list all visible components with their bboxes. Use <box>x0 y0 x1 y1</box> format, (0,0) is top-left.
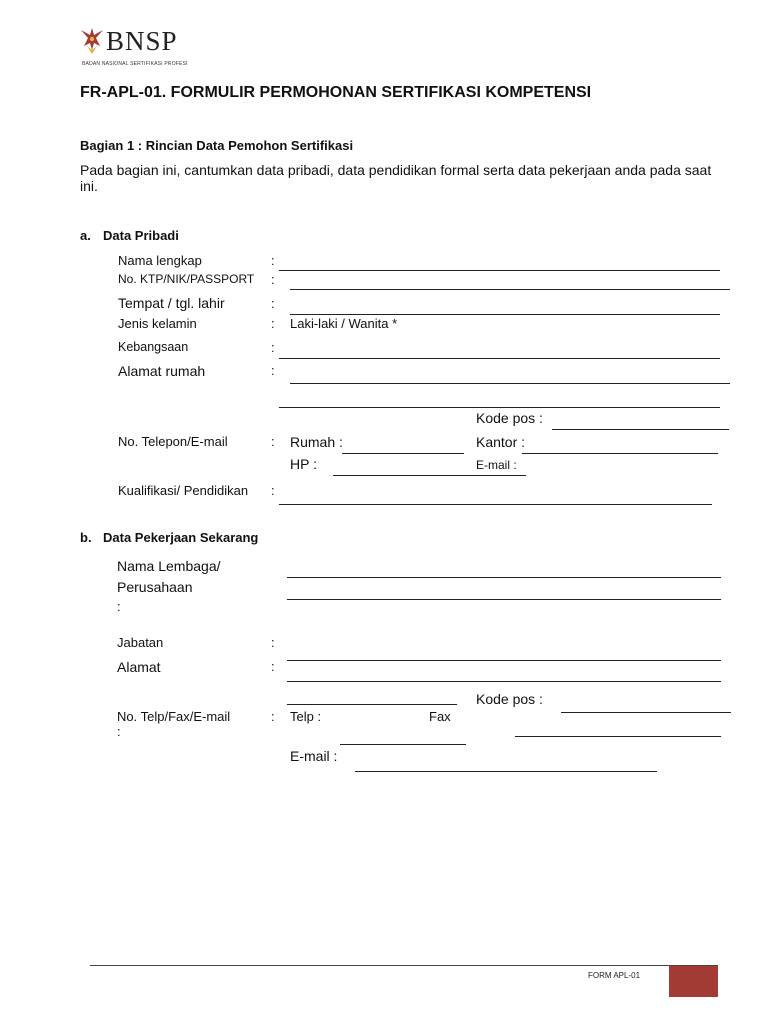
colon: : <box>271 659 275 674</box>
label-company-line2: Perusahaan <box>117 579 193 595</box>
label-telp: Telp : <box>290 709 322 724</box>
input-line-work-address-1[interactable] <box>287 681 721 682</box>
input-line-telp[interactable] <box>340 744 466 745</box>
label-qualification: Kualifikasi/ Pendidikan <box>118 483 249 498</box>
label-fax: Fax <box>429 709 451 724</box>
subsection-letter: b. <box>80 530 92 545</box>
input-line-mobile[interactable] <box>333 475 479 476</box>
intro-text-line1: Pada bagian ini, cantumkan data pribadi, data pendidikan formal serta data pekerjaan anda pada saat <box>80 162 712 178</box>
subsection-heading-work: Data Pekerjaan Sekarang <box>103 530 259 545</box>
input-line-home-phone[interactable] <box>342 453 464 454</box>
label-id-number: No. KTP/NIK/PASSPORT <box>118 272 255 286</box>
colon: : <box>271 253 275 268</box>
input-line-address-1[interactable] <box>290 383 730 384</box>
label-work-email: E-mail : <box>290 748 338 764</box>
colon: : <box>271 272 275 287</box>
colon: : <box>271 635 275 650</box>
label-mobile: HP : <box>290 456 317 472</box>
input-line-company-2[interactable] <box>287 599 721 600</box>
label-postal-code: Kode pos : <box>476 410 543 426</box>
colon: : <box>271 340 275 355</box>
label-work-address: Alamat <box>117 659 161 675</box>
input-line-work-address-2[interactable] <box>287 704 457 705</box>
colon: : <box>117 599 121 614</box>
footer-form-code: FORM APL-01 <box>588 971 641 980</box>
colon: : <box>271 316 275 331</box>
colon: : <box>271 434 275 449</box>
input-line-address-2[interactable] <box>279 407 720 408</box>
input-line-work-email[interactable] <box>355 771 657 772</box>
label-home-phone: Rumah : <box>290 434 343 450</box>
label-work-phone: No. Telp/Fax/E-mail <box>117 709 231 724</box>
page-title: FR-APL-01. FORMULIR PERMOHONAN SERTIFIKASI KOMPETENSI <box>80 84 592 101</box>
label-nationality: Kebangsaan <box>118 340 189 354</box>
input-line-id-number[interactable] <box>290 289 730 290</box>
input-line-office-phone[interactable] <box>522 453 718 454</box>
input-line-position[interactable] <box>287 660 721 661</box>
input-line-fax[interactable] <box>515 736 721 737</box>
footer-divider <box>90 965 718 966</box>
subsection-letter: a. <box>80 228 91 243</box>
logo-subtitle: BADAN NASIONAL SERTIFIKASI PROFESI <box>82 61 188 67</box>
colon: : <box>117 724 121 739</box>
label-home-address: Alamat rumah <box>118 363 206 379</box>
section-heading: Bagian 1 : Rincian Data Pemohon Sertifikasi <box>80 138 354 153</box>
input-line-birth[interactable] <box>290 314 720 315</box>
input-line-company-1[interactable] <box>287 577 721 578</box>
input-line-postal-code[interactable] <box>552 429 729 430</box>
label-gender: Jenis kelamin <box>118 316 197 331</box>
label-company-line1: Nama Lembaga/ <box>117 558 221 574</box>
gender-options[interactable]: Laki-laki / Wanita * <box>290 316 398 331</box>
colon: : <box>271 709 275 724</box>
intro-text-line2: ini. <box>80 178 98 194</box>
label-name: Nama lengkap <box>118 253 202 268</box>
label-work-postal-code: Kode pos : <box>476 691 543 707</box>
colon: : <box>271 483 275 498</box>
input-line-name[interactable] <box>279 270 720 271</box>
input-line-work-postal-code[interactable] <box>561 712 731 713</box>
bnsp-logo-emblem <box>78 24 106 64</box>
logo-wordmark: BNSP <box>106 26 178 56</box>
input-line-nationality[interactable] <box>279 358 720 359</box>
label-birth: Tempat / tgl. lahir <box>118 295 225 311</box>
colon: : <box>271 363 275 378</box>
input-line-qualification[interactable] <box>279 504 712 505</box>
input-line-email[interactable] <box>478 475 526 476</box>
colon: : <box>271 296 275 311</box>
footer-brand-block <box>669 966 718 997</box>
label-office-phone: Kantor : <box>476 434 526 450</box>
label-position: Jabatan <box>117 635 164 650</box>
label-email: E-mail : <box>476 458 517 472</box>
label-phone-email: No. Telepon/E-mail <box>118 434 228 449</box>
subsection-heading-personal: Data Pribadi <box>103 228 179 243</box>
